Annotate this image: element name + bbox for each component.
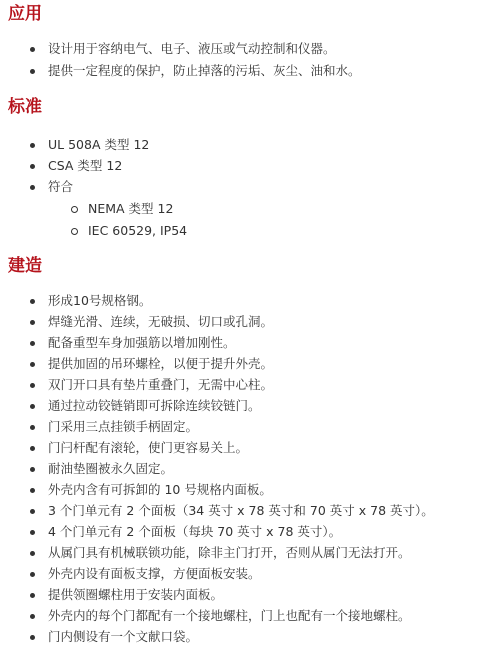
hollow-bullet-icon <box>71 228 78 235</box>
section-title-standards: 标准 <box>8 97 42 117</box>
section-title-application: 应用 <box>8 4 42 24</box>
bullet-icon <box>30 404 35 409</box>
section-title-construction: 建造 <box>8 256 42 276</box>
bullet-icon <box>30 69 35 74</box>
bullet-icon <box>30 509 35 514</box>
bullet-icon <box>30 635 35 640</box>
bullet-icon <box>30 551 35 556</box>
bullet-icon <box>30 299 35 304</box>
bullet-icon <box>30 47 35 52</box>
product-spec-document: 应用 设计用于容纳电气、电子、液压或气动控制和仪器。 提供一定程度的保护，防止掉落的污垢、灰尘、油和水。 标准 UL 508A 类型 12 CSA 类型 12 符合 NEMA 类型 12 IEC 60529, IP54 建造 形成10号规格钢。 焊缝光滑、连续，无破损、切口或孔洞。 配备重型车身加强筋以增加刚性。 提供加固的吊环螺栓，以便于提升外壳。 双门开口具有垫片重叠门，无需中心柱。 通过拉动铰链销即可拆除连续铰链门。 门采用三点挂锁手柄固定。 门闩杆配有滚轮，使门更容易关上。 耐油垫圈被永久固定。 外壳内含有可拆卸的 10 号规格内面板。 3 个门单元有 2 个面板（34 英寸 x 78 英寸和 70 英寸 x 78 英寸）。 4 个门单元有 2 个面板（每块 70 英寸 x 78 英寸）。 从属门具有机械联锁功能，除非主门打开，否则从属门无法打开。 外壳内设有面板支撑，方便面板安装。 提供领圈螺柱用于安装内面板。 外壳内的每个门都配有一个接地螺柱，门上也配有一个接地螺柱。 门内侧设有一个文献口袋。 <box>8 4 434 644</box>
bullet-icon <box>30 164 35 169</box>
bullet-icon <box>30 614 35 619</box>
bullet-icon <box>30 467 35 472</box>
bullet-icon <box>30 362 35 367</box>
bullet-icon <box>30 383 35 388</box>
hollow-bullet-icon <box>71 206 78 213</box>
bullet-icon <box>30 488 35 493</box>
bullet-icon <box>30 320 35 325</box>
bullet-icon <box>30 185 35 190</box>
bullet-icon <box>30 530 35 535</box>
bullet-icon <box>30 143 35 148</box>
bullet-icon <box>30 593 35 598</box>
bullet-icon <box>30 341 35 346</box>
bullet-icon <box>30 446 35 451</box>
bullet-icon <box>30 572 35 577</box>
bullet-icon <box>30 425 35 430</box>
